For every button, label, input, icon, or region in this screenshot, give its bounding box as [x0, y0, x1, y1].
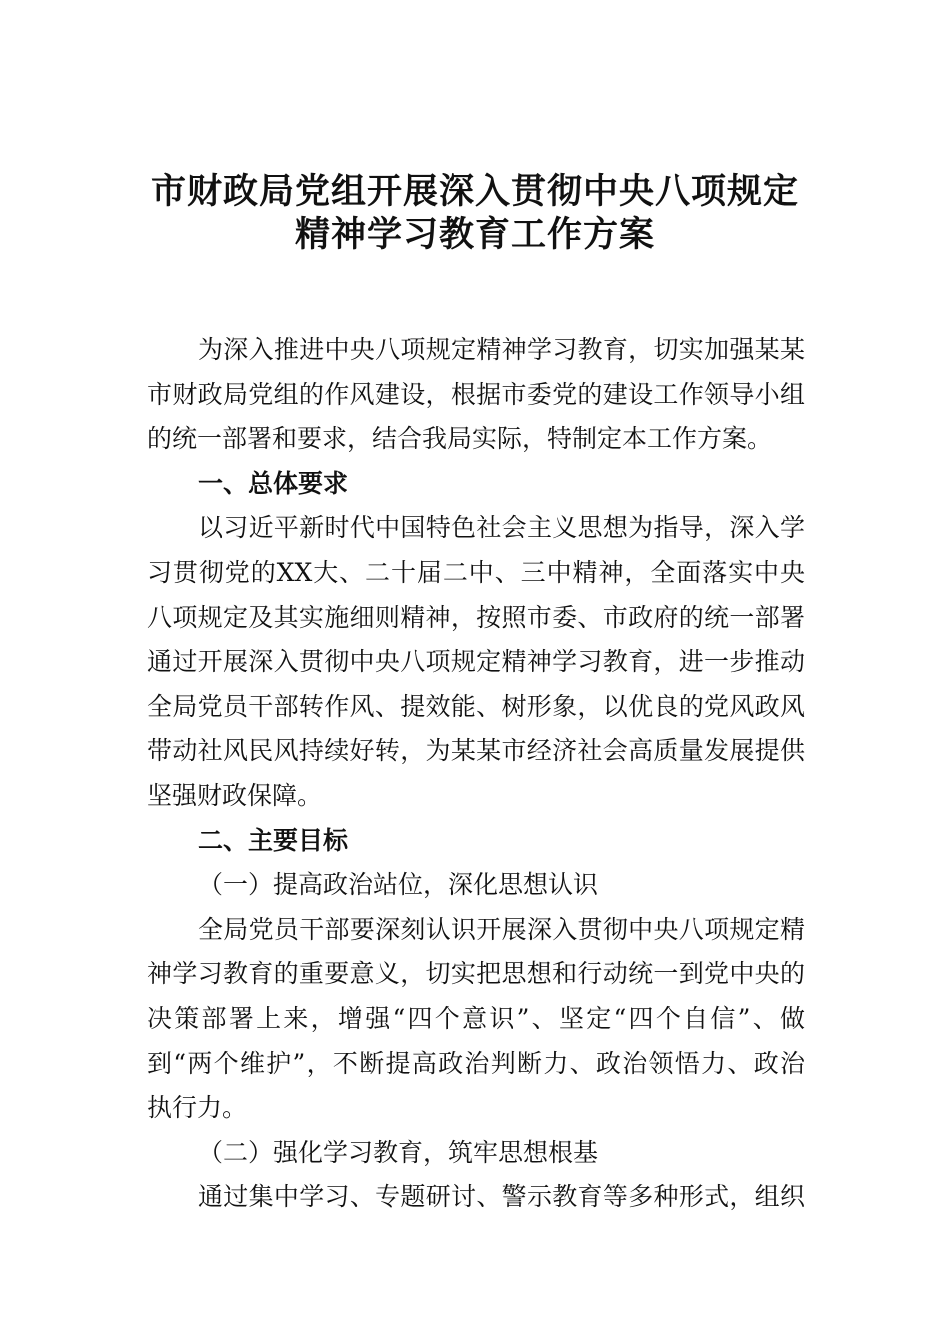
- body-text-line: 全局党员干部转作风、提效能、树形象，以优良的党风政风: [147, 691, 805, 721]
- body-text-line: 执行力。: [147, 1093, 248, 1123]
- document-title-line-1: 市财政局党组开展深入贯彻中央八项规定: [150, 171, 799, 212]
- body-text-line: 通过开展深入贯彻中央八项规定精神学习教育，进一步推动: [147, 647, 805, 677]
- body-text-line: 坚强财政保障。: [147, 781, 323, 810]
- body-text-line: 带动社风民风持续好转，为某某市经济社会高质量发展提供: [147, 736, 805, 766]
- body-text-line: 市财政局党组的作风建设，根据市委党的建设工作领导小组: [147, 379, 805, 409]
- body-text-line: 通过集中学习、专题研讨、警示教育等多种形式，组织: [198, 1182, 805, 1212]
- body-text-line: 八项规定及其实施细则精神，按照市委、市政府的统一部署: [147, 602, 805, 632]
- body-text-line: 为深入推进中央八项规定精神学习教育，切实加强某某: [198, 335, 805, 364]
- body-text-line: 全局党员干部要深刻认识开展深入贯彻中央八项规定精: [198, 914, 805, 944]
- subsection-heading: （二）强化学习教育，筑牢思想根基: [198, 1137, 599, 1167]
- body-text-line: 以习近平新时代中国特色社会主义思想为指导，深入学: [198, 513, 805, 543]
- subsection-heading: （一）提高政治站位，深化思想认识: [198, 870, 599, 900]
- body-text-line: 神学习教育的重要意义，切实把思想和行动统一到党中央的: [147, 959, 805, 989]
- document-title-line-2: 精神学习教育工作方案: [294, 214, 655, 255]
- section-heading: 二、主要目标: [198, 825, 349, 855]
- body-text-line: 决策部署上来，增强“四个意识”、坚定“四个自信”、做: [147, 1004, 805, 1033]
- body-text-line: 的统一部署和要求，结合我局实际，特制定本工作方案。: [147, 424, 773, 454]
- body-text-line: 习贯彻党的XX大、二十届二中、三中精神，全面落实中央: [147, 558, 805, 587]
- body-text-line: 到“两个维护”，不断提高政治判断力、政治领悟力、政治: [147, 1048, 805, 1078]
- section-heading: 一、总体要求: [198, 468, 349, 498]
